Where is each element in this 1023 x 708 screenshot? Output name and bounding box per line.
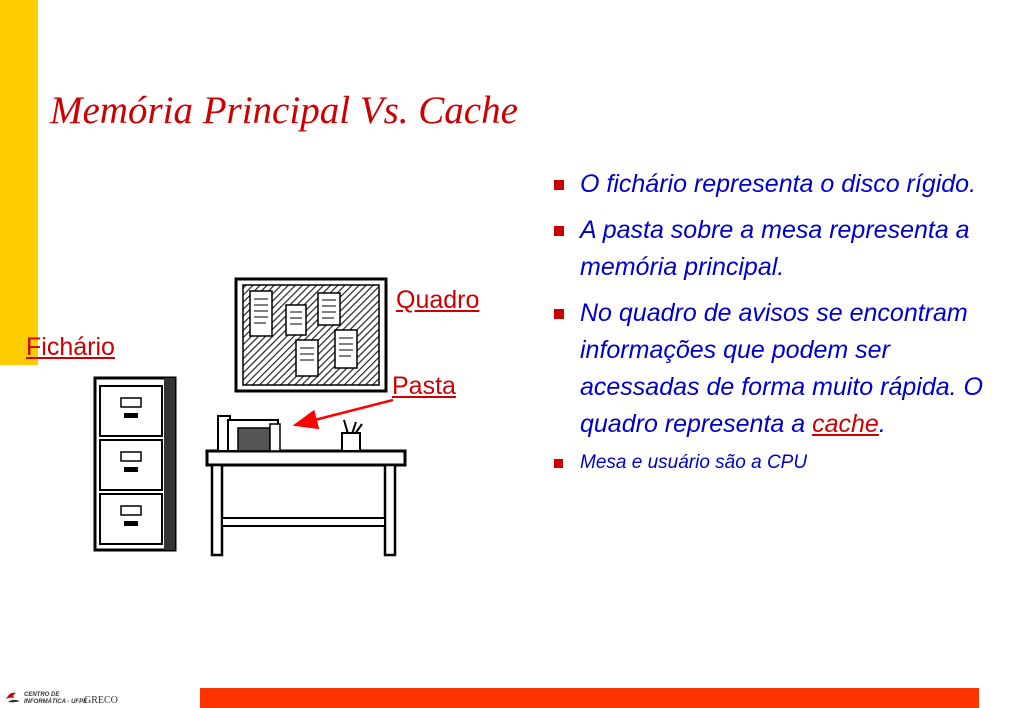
bullet-text-end: . xyxy=(878,410,886,438)
bullet-square-icon xyxy=(554,459,563,468)
logo-line2: INFORMÁTICA - UFPE xyxy=(24,699,88,705)
pasta-label: Pasta xyxy=(392,372,456,400)
fichario-label: Fichário xyxy=(26,333,115,361)
cache-link[interactable]: cache xyxy=(812,410,879,438)
bullet-square-icon xyxy=(554,180,564,190)
folder-icon xyxy=(218,416,280,451)
slide-title: Memória Principal Vs. Cache xyxy=(50,89,518,132)
bullet-item xyxy=(549,212,1009,286)
bullet-text: Mesa e usuário são a CPU xyxy=(580,452,808,473)
quadro-label: Quadro xyxy=(396,286,480,314)
bullet-text: O fichário representa o disco rígido. xyxy=(580,170,977,198)
footer-bar xyxy=(200,688,979,708)
greco-label: GRECO xyxy=(84,695,118,706)
bulletin-board-icon xyxy=(236,279,386,391)
bullet-square-icon xyxy=(554,309,564,319)
filing-cabinet-icon xyxy=(95,378,175,550)
bullet-list xyxy=(549,166,1009,485)
bullet-square-icon xyxy=(554,226,564,236)
logo-text xyxy=(24,692,87,706)
desk-icon xyxy=(207,451,405,555)
bullet-item xyxy=(549,166,1009,203)
pencil-cup-icon xyxy=(342,420,362,451)
bullet-text: No quadro de avisos se encontram informações que podem ser acessadas de forma muito rápida. O quadro representa a xyxy=(580,299,983,438)
cin-logo-icon xyxy=(4,689,22,705)
bullet-text: A pasta sobre a mesa representa a memória principal. xyxy=(580,216,970,281)
bullet-item xyxy=(549,450,1009,476)
logo-line1: CENTRO DE xyxy=(24,692,60,698)
bullet-item xyxy=(549,295,1009,443)
